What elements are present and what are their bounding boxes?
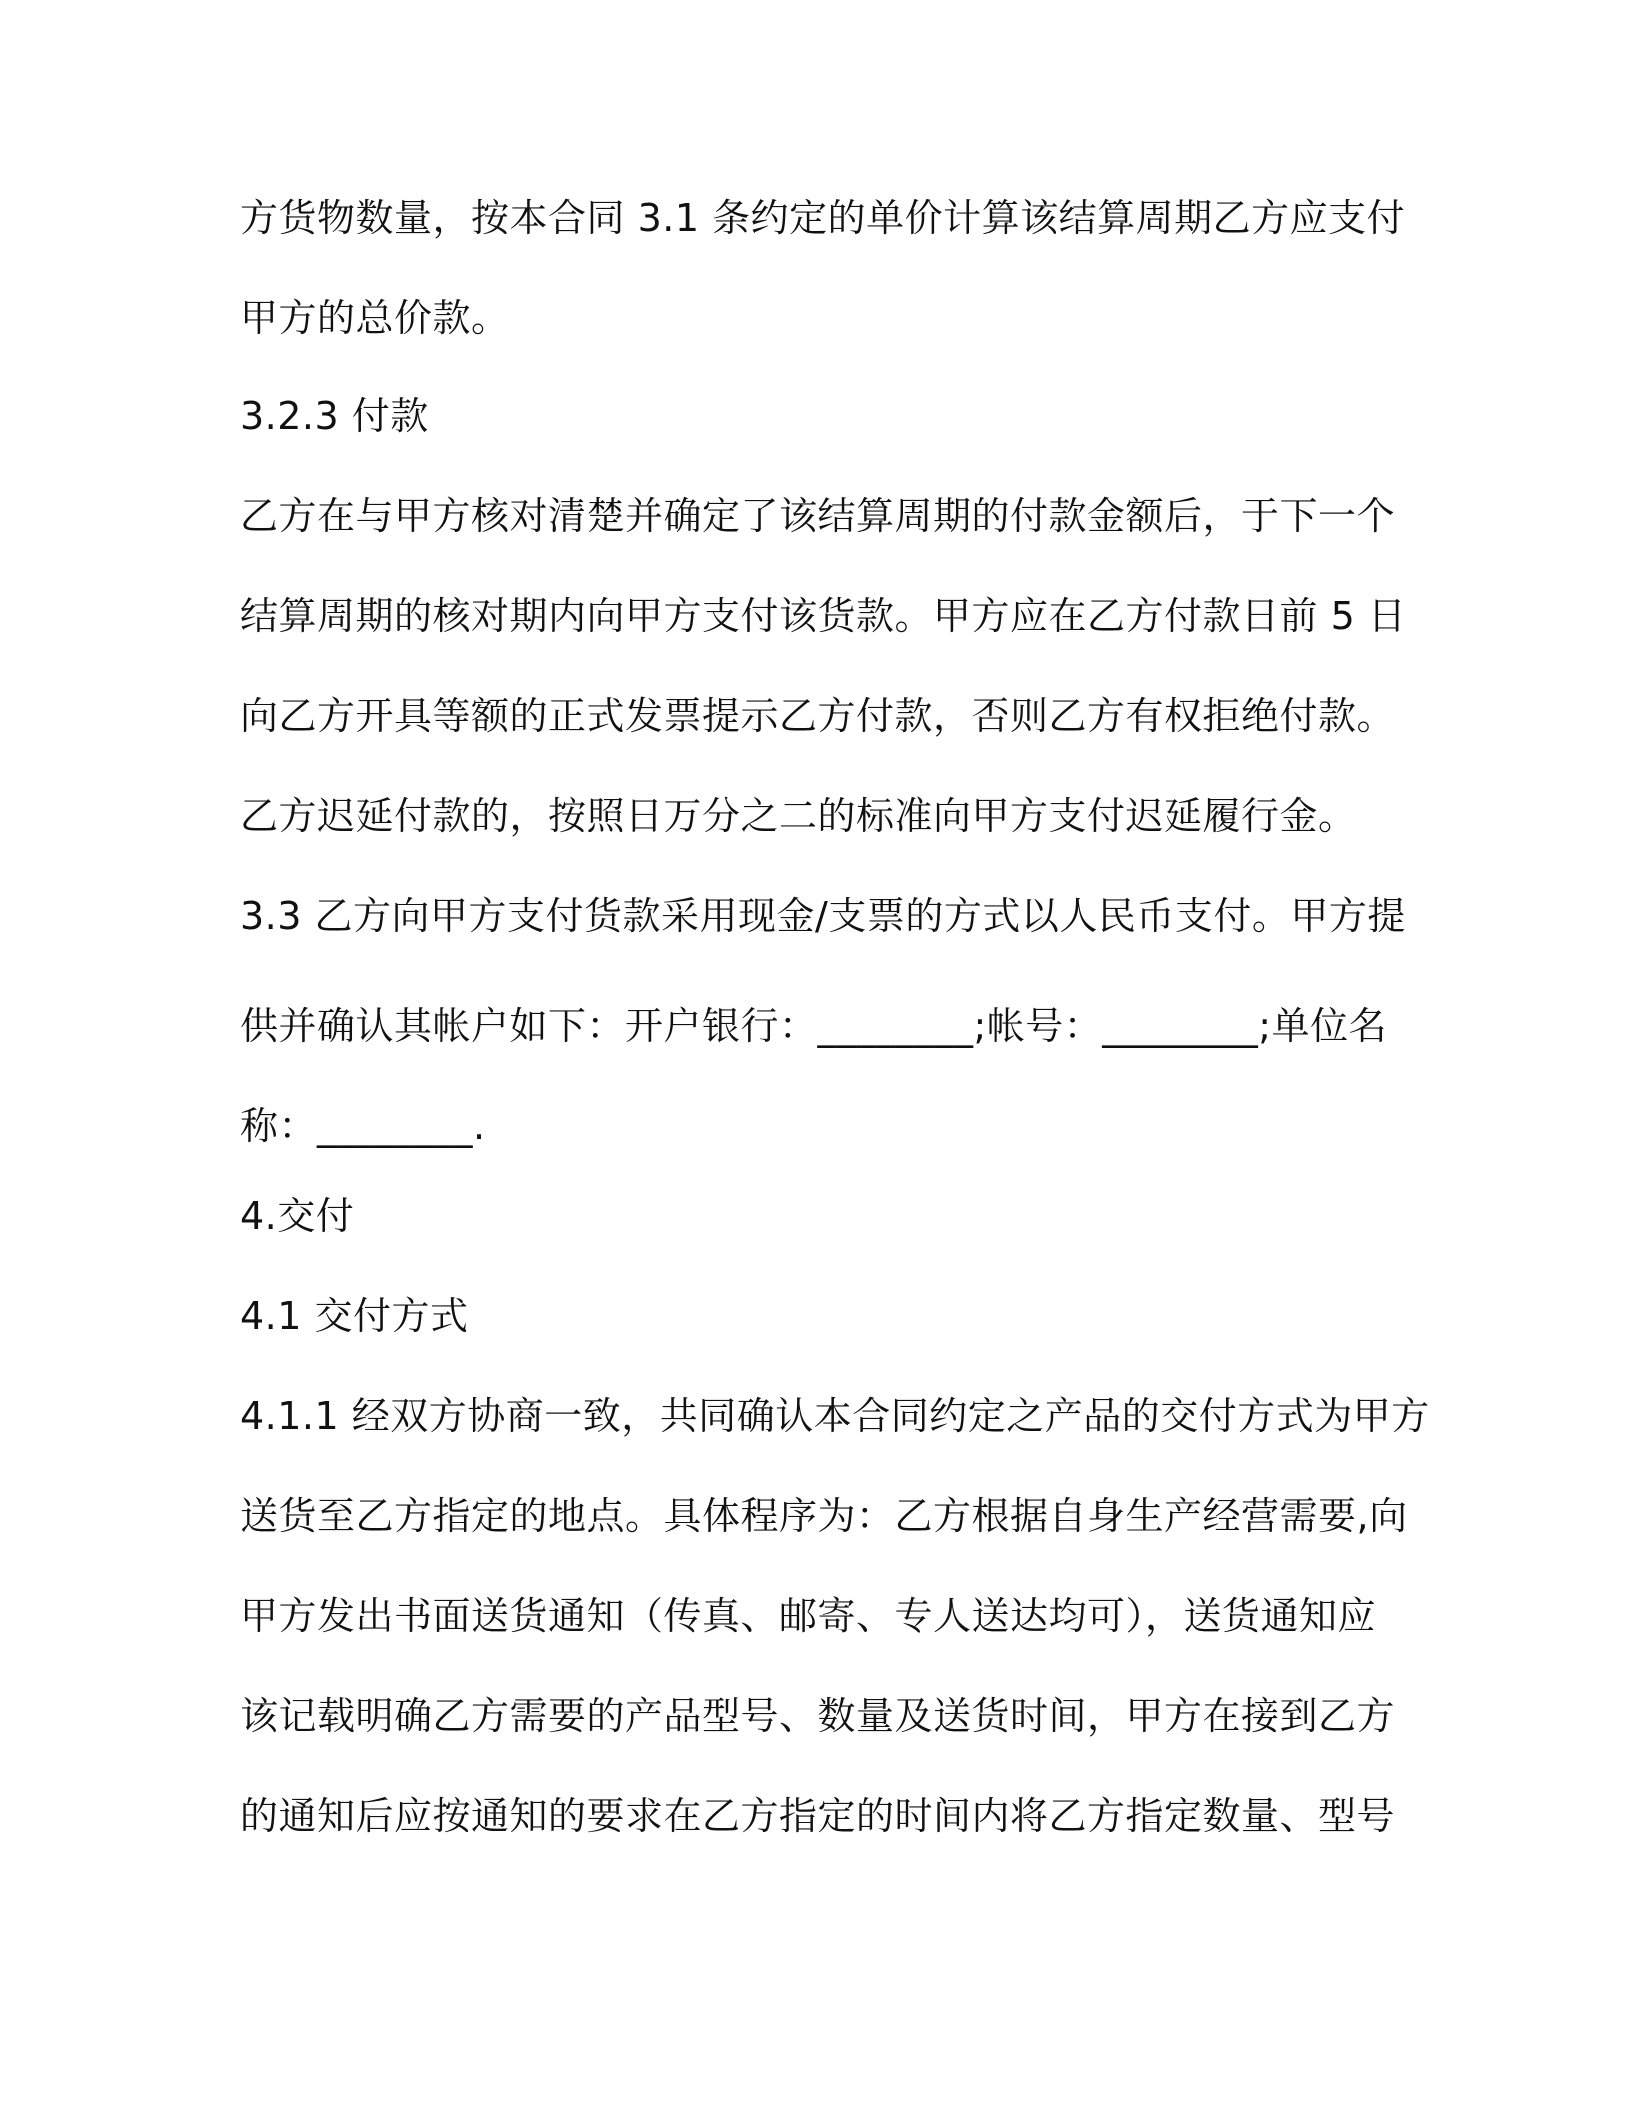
paragraph-line: 甲方的总价款。: [240, 296, 510, 340]
paragraph-line: 供并确认其帐户如下：开户银行：________;帐号：________;单位名: [240, 1004, 1388, 1048]
paragraph-line: 称：________.: [240, 1104, 486, 1148]
paragraph-line: 方货物数量，按本合同 3.1 条约定的单价计算该结算周期乙方应支付: [240, 196, 1406, 240]
paragraph-line: 的通知后应按通知的要求在乙方指定的时间内将乙方指定数量、型号: [240, 1794, 1396, 1838]
paragraph-line: 送货至乙方指定的地点。具体程序为：乙方根据自身生产经营需要,向: [240, 1494, 1408, 1538]
paragraph-line: 3.3 乙方向甲方支付货款采用现金/支票的方式以人民币支付。甲方提: [240, 894, 1406, 938]
section-heading-4-1: 4.1 交付方式: [240, 1294, 469, 1338]
paragraph-line: 向乙方开具等额的正式发票提示乙方付款，否则乙方有权拒绝付款。: [240, 694, 1396, 738]
paragraph-line: 该记载明确乙方需要的产品型号、数量及送货时间，甲方在接到乙方: [240, 1694, 1396, 1738]
paragraph-line: 结算周期的核对期内向甲方支付该货款。甲方应在乙方付款日前 5 日: [240, 594, 1407, 638]
paragraph-line: 甲方发出书面送货通知（传真、邮寄、专人送达均可），送货通知应: [240, 1594, 1377, 1638]
paragraph-line: 乙方在与甲方核对清楚并确定了该结算周期的付款金额后，于下一个: [240, 494, 1396, 538]
section-heading-3-2-3: 3.2.3 付款: [240, 394, 429, 438]
paragraph-line: 4.1.1 经双方协商一致，共同确认本合同约定之产品的交付方式为甲方: [240, 1394, 1430, 1438]
paragraph-line: 乙方迟延付款的，按照日万分之二的标准向甲方支付迟延履行金。: [240, 794, 1357, 838]
section-heading-4: 4.交付: [240, 1194, 355, 1238]
